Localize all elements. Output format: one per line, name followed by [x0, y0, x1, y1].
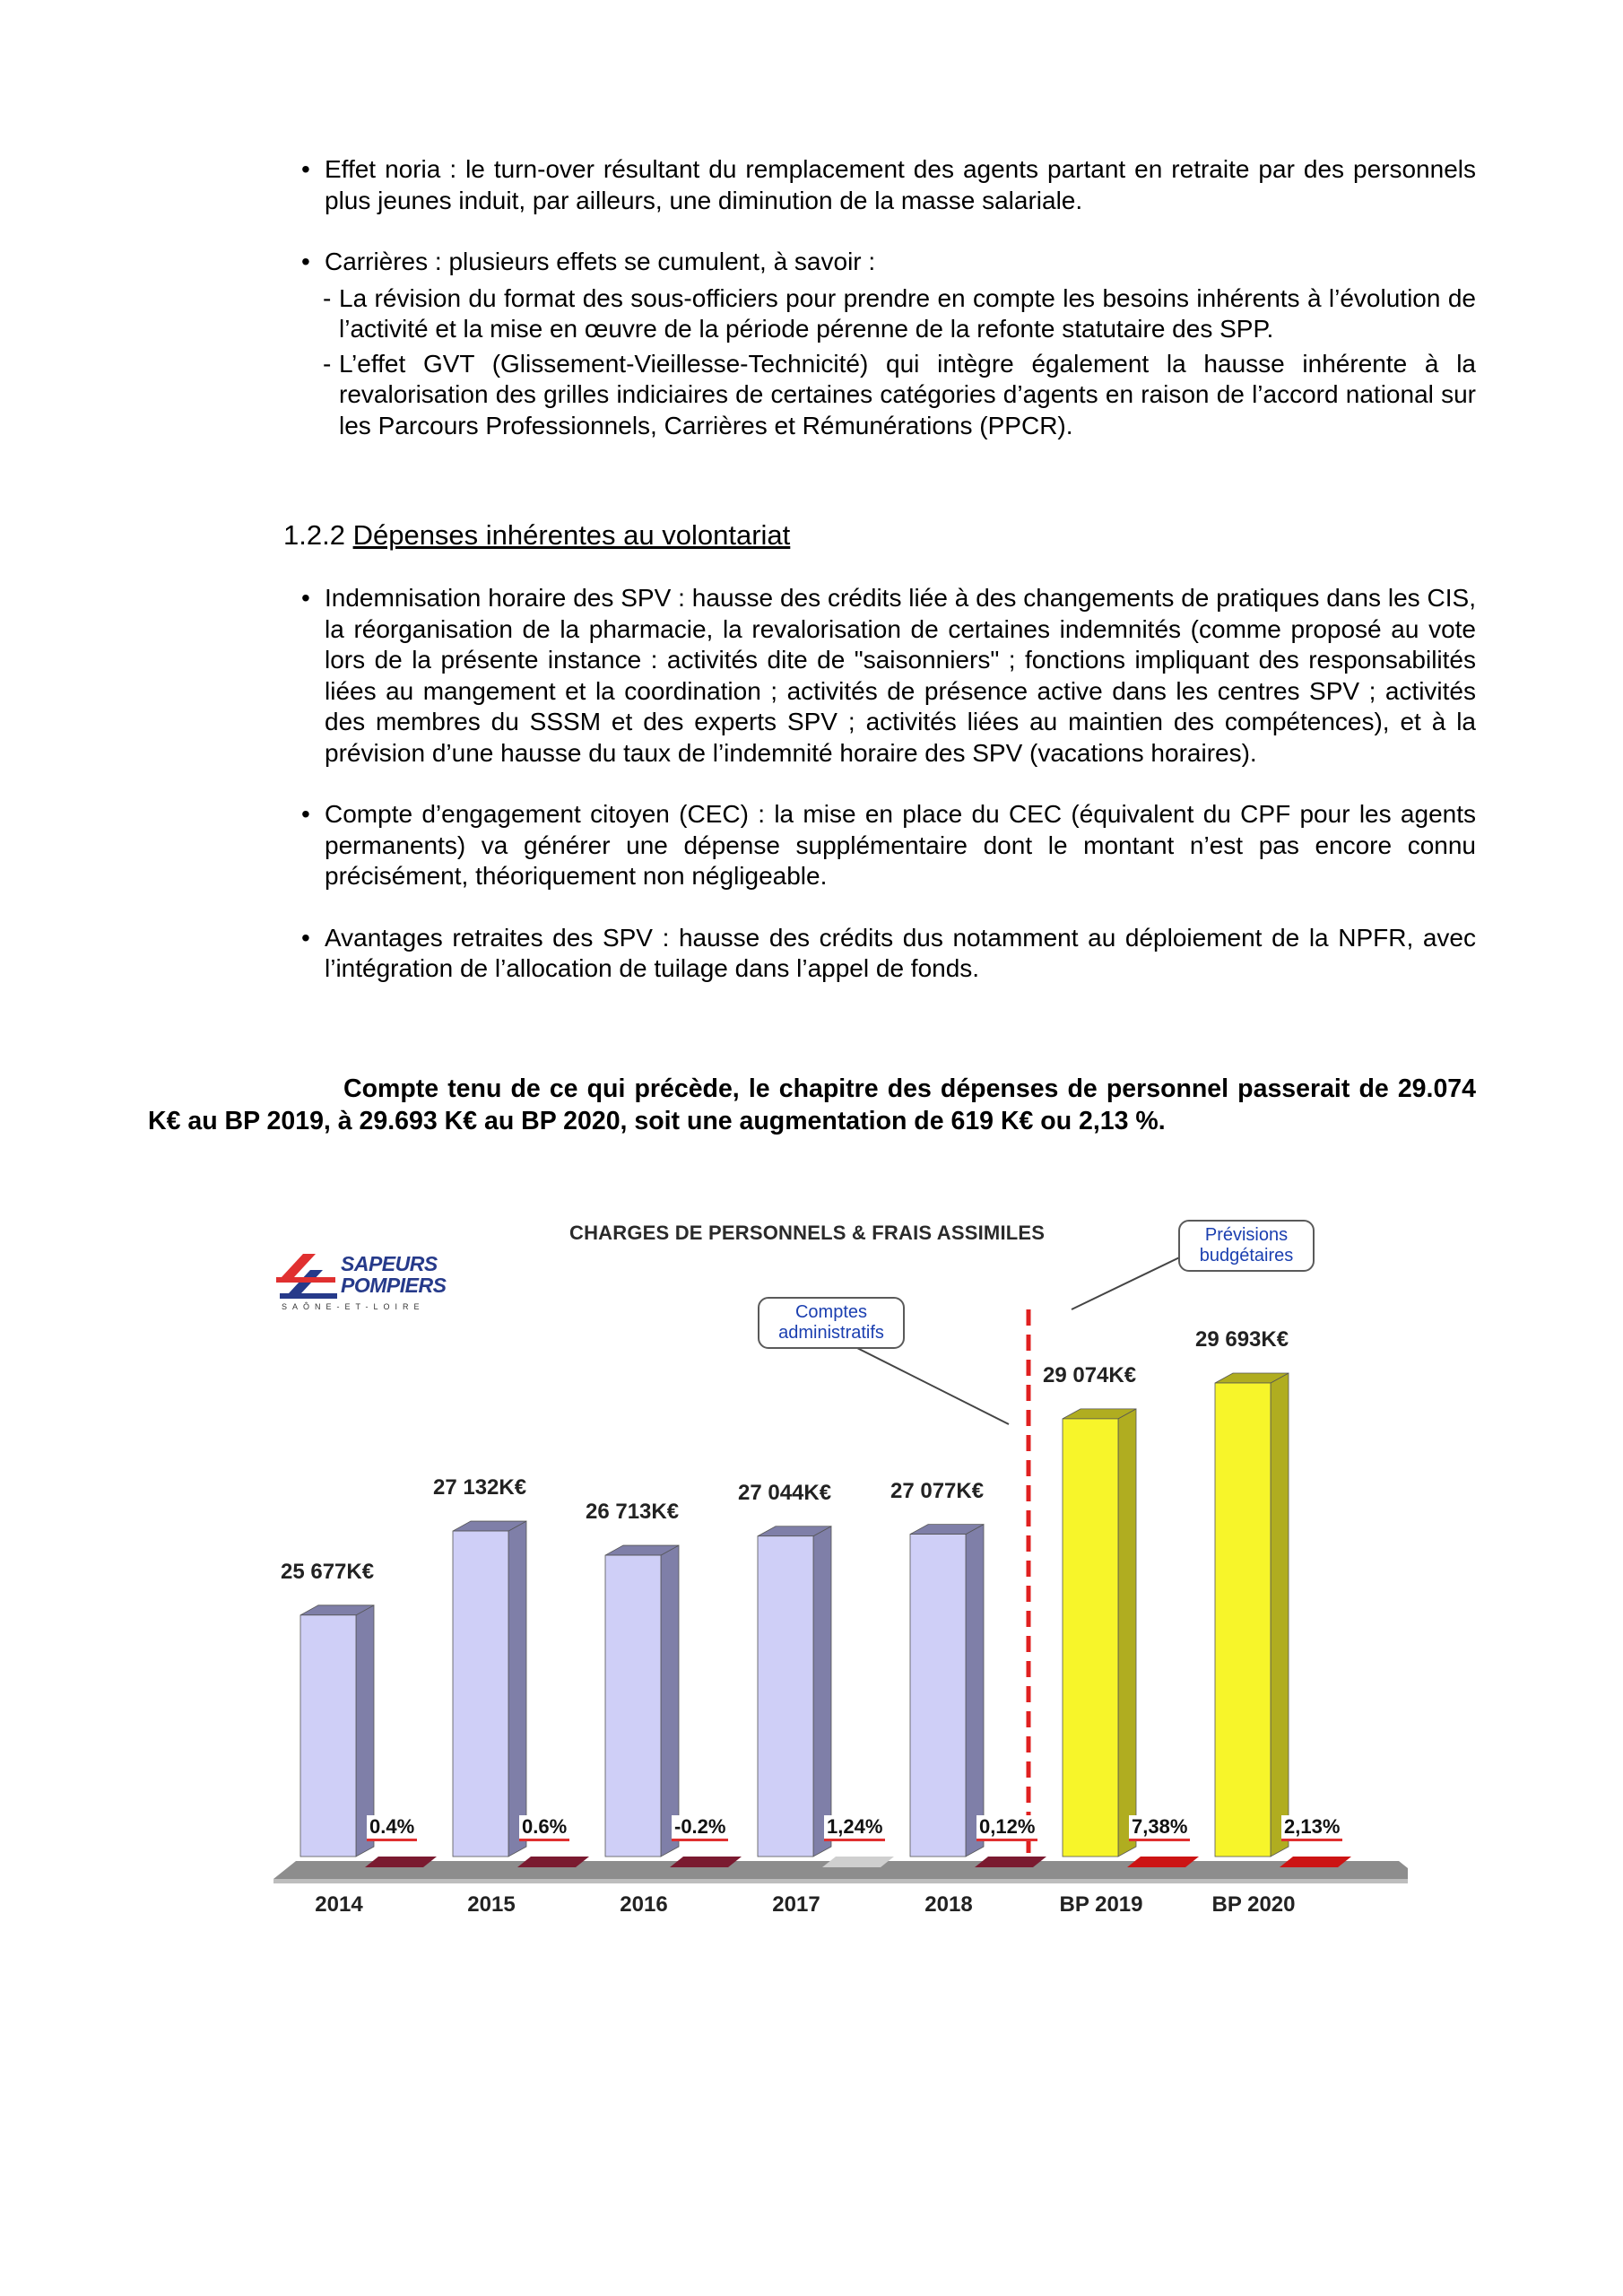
callout-comptes-administratifs: Comptes administratifs [758, 1297, 905, 1349]
category-label: 2016 [620, 1892, 668, 1917]
bar-pct-label: 1,24% [824, 1815, 885, 1841]
bullet-cec [283, 799, 1476, 892]
bar-side [508, 1521, 526, 1857]
bar-pct-label: 0.6% [519, 1815, 569, 1841]
bar-value-label: 29 693K€ [1195, 1327, 1289, 1352]
bullet-glyph: • [301, 155, 310, 183]
bullet-text: Compte d’engagement citoyen (CEC) : la mise en place du CEC (équivalent du CPF pour les agents permanents) va générer une dépense supplémentaire dont le montant n’est pas encore connu précisément, théoriquement non négligeable. [325, 800, 1476, 890]
section-bullets [283, 583, 1476, 985]
sub-item-revision [283, 283, 1476, 345]
category-label: BP 2020 [1211, 1892, 1296, 1917]
bar-side [1271, 1373, 1289, 1857]
callout-pointer [852, 1345, 1009, 1424]
bar-bp-2019 [1063, 1419, 1118, 1857]
top-text [283, 154, 1476, 441]
callout-pointer [1072, 1251, 1193, 1309]
sapeurs-pompiers-logo [276, 1245, 447, 1327]
category-label: 2018 [924, 1892, 973, 1917]
bar-2017 [758, 1536, 813, 1857]
bar-pct-label: 0.4% [367, 1815, 417, 1841]
bar-value-label: 27 132K€ [433, 1475, 527, 1500]
bar-pct-label: -0.2% [672, 1815, 728, 1841]
sub-item-text: L’effet GVT (Glissement-Vieillesse-Technicité) qui intègre également la hausse inhérente à la revalorisation des grilles indiciaires de certaines catégories d’agents en raison de l’accord national sur les Parcours Professionnels, Carrières et Rémunérations (PPCR). [339, 349, 1476, 439]
bullet-avantages-retraites [283, 923, 1476, 985]
category-label: 2015 [467, 1892, 516, 1917]
logo-line3: SAÔNE-ET-LOIRE [282, 1302, 425, 1311]
bar-pct-label: 0,12% [976, 1815, 1037, 1841]
sub-item-gvt [283, 349, 1476, 442]
bar-2018 [910, 1535, 966, 1857]
bullet-text: Indemnisation horaire des SPV : hausse des crédits liée à des changements de pratiques dans les CIS, la réorganisation de la pharmacie, la revalorisation de certaines indemnités (comme proposé au vote lors de la présente instance : activités dite de "saisonniers" ; fonctions impliquant des responsabilités liées au mangement et la coordination ; activités de présence active dans les centres SPV ; activités des membres du SSSM et des experts SPV ; activités liées au maintien des compétences), et à la prévision d’une hausse du taux de l’indemnité horaire des SPV (vacations horaires). [325, 584, 1476, 767]
bullet-effet-noria [283, 154, 1476, 216]
conclusion-paragraph: Compte tenu de ce qui précède, le chapitre des dépenses de personnel passerait de 29.074 K€ au BP 2019, à 29.693 K€ au BP 2020, soit une augmentation de 619 K€ ou 2,13 %. [148, 1074, 1476, 1135]
bar-value-label: 25 677K€ [281, 1559, 375, 1584]
section-heading [283, 518, 790, 552]
dash-glyph: - [323, 349, 332, 378]
category-label: 2017 [772, 1892, 820, 1917]
bullet-carrieres [283, 247, 1476, 278]
callout-previsions-budgetaires: Prévisions budgétaires [1178, 1220, 1315, 1272]
bullet-glyph: • [301, 248, 310, 275]
bar-pct-label: 7,38% [1129, 1815, 1190, 1841]
bar-2016 [605, 1555, 661, 1857]
section-number: 1.2.2 [283, 519, 345, 551]
bar-value-label: 27 044K€ [738, 1480, 832, 1505]
bar-value-label: 27 077K€ [890, 1478, 985, 1503]
bar-side [966, 1525, 984, 1857]
category-label: BP 2019 [1059, 1892, 1143, 1917]
bar-bp-2020 [1215, 1383, 1271, 1857]
bullet-glyph: • [301, 923, 310, 952]
bullet-glyph: • [301, 584, 310, 612]
category-label: 2014 [315, 1892, 363, 1917]
bar-side [661, 1545, 679, 1857]
bullet-text: Effet noria : le turn-over résultant du remplacement des agents partant en retraite par des personnels plus jeunes induit, par ailleurs, une diminution de la masse salariale. [325, 155, 1476, 214]
bar-side [813, 1526, 831, 1857]
logo-line1: SAPEURS [341, 1252, 438, 1275]
bullet-text: Carrières : plusieurs effets se cumulent, à savoir : [325, 248, 876, 275]
bullet-indemnisation [283, 583, 1476, 769]
bar-pct-label: 2,13% [1281, 1815, 1342, 1841]
sub-item-text: La révision du format des sous-officiers pour prendre en compte les besoins inhérents à l’évolution de l’activité et la mise en œuvre de la période pérenne de la refonte statutaire des SPP. [339, 283, 1476, 343]
logo-line2: POMPIERS [341, 1274, 447, 1297]
bullet-text: Avantages retraites des SPV : hausse des crédits dus notamment au déploiement de la NPFR, avec l’intégration de l’allocation de tuilage dans l’appel de fonds. [325, 923, 1476, 982]
bar-value-label: 26 713K€ [586, 1500, 680, 1525]
bar-2014 [300, 1615, 356, 1857]
chart-floor-edge [273, 1879, 1408, 1883]
chart-title: CHARGES DE PERSONNELS & FRAIS ASSIMILES [569, 1222, 1046, 1244]
bar-2015 [453, 1531, 508, 1857]
personnel-charges-chart [260, 1202, 1408, 1937]
dash-glyph: - [323, 283, 332, 312]
logo-emblem-icon [276, 1250, 339, 1304]
section-title: Dépenses inhérentes au volontariat [352, 519, 791, 551]
bar-value-label: 29 074K€ [1043, 1362, 1137, 1387]
bar-side [1118, 1409, 1136, 1857]
bullet-glyph: • [301, 800, 310, 828]
